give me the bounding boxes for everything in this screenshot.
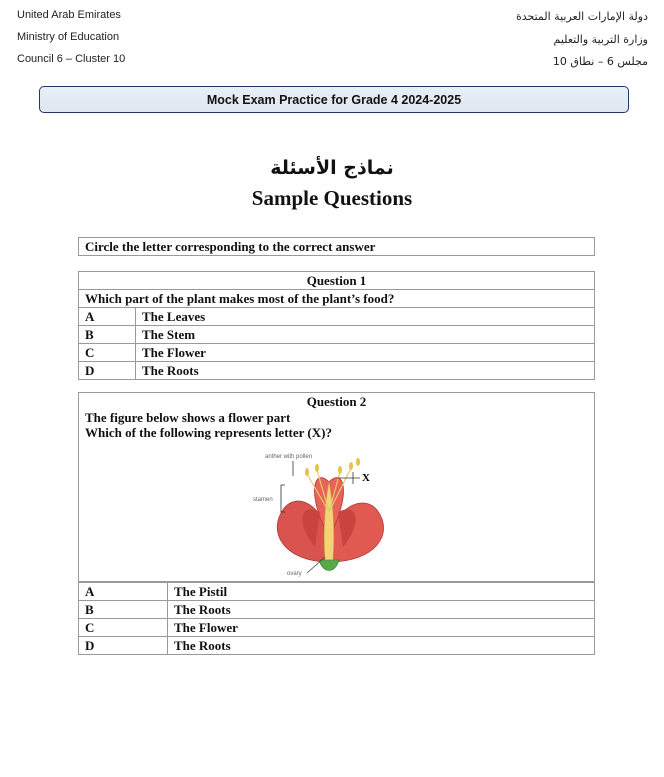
question-1-text: Which part of the plant makes most of the plant’s food? bbox=[79, 290, 595, 308]
x-label: X bbox=[362, 472, 370, 484]
header-ministry-ar: وزارة التربية والتعليم bbox=[553, 33, 648, 46]
instruction-box: Circle the letter corresponding to the correct answer bbox=[78, 237, 595, 256]
header-country-ar: دولة الإمارات العربية المتحدة bbox=[515, 10, 648, 23]
option-letter[interactable]: C bbox=[79, 619, 168, 637]
option-letter[interactable]: D bbox=[79, 362, 136, 380]
option-row[interactable] bbox=[79, 619, 595, 637]
option-letter[interactable]: B bbox=[79, 326, 136, 344]
question-1-heading: Question 1 bbox=[79, 272, 595, 290]
stamen-label: stamen bbox=[253, 497, 273, 503]
question-2-line1: The figure below shows a flower part bbox=[85, 410, 291, 425]
option-row[interactable] bbox=[79, 362, 595, 380]
option-text: The Stem bbox=[136, 326, 595, 344]
question-2-heading: Question 2 bbox=[306, 394, 367, 409]
question-1-table bbox=[78, 271, 595, 380]
flower-figure bbox=[245, 452, 415, 580]
option-text: The Pistil bbox=[168, 583, 595, 601]
anther-label: anther with pollen bbox=[265, 454, 313, 460]
option-row[interactable] bbox=[79, 601, 595, 619]
option-row[interactable] bbox=[79, 583, 595, 601]
option-letter[interactable]: A bbox=[79, 583, 168, 601]
option-letter[interactable]: A bbox=[79, 308, 136, 326]
ovary-label: ovary bbox=[287, 571, 302, 577]
option-row[interactable] bbox=[79, 637, 595, 655]
exam-banner: Mock Exam Practice for Grade 4 2024-2025 bbox=[39, 86, 629, 113]
header-ministry: Ministry of Education bbox=[17, 31, 120, 43]
page-title: Sample Questions bbox=[251, 186, 413, 210]
option-letter[interactable]: C bbox=[79, 344, 136, 362]
option-text: The Roots bbox=[168, 601, 595, 619]
option-letter[interactable]: D bbox=[79, 637, 168, 655]
option-text: The Roots bbox=[136, 362, 595, 380]
question-2-line2: Which of the following represents letter (X)? bbox=[85, 425, 332, 440]
page-title-arabic: نماذج الأسئلة bbox=[270, 157, 394, 179]
header-council-ar: مجلس 6 – نطاق 10 bbox=[552, 55, 648, 68]
option-text: The Leaves bbox=[136, 308, 595, 326]
question-2-options bbox=[78, 582, 595, 655]
option-row[interactable] bbox=[79, 308, 595, 326]
header-council: Council 6 – Cluster 10 bbox=[17, 53, 126, 65]
option-text: The Flower bbox=[136, 344, 595, 362]
option-row[interactable] bbox=[79, 326, 595, 344]
option-row[interactable] bbox=[79, 344, 595, 362]
option-text: The Flower bbox=[168, 619, 595, 637]
option-text: The Roots bbox=[168, 637, 595, 655]
option-letter[interactable]: B bbox=[79, 601, 168, 619]
header-country: United Arab Emirates bbox=[17, 9, 121, 21]
